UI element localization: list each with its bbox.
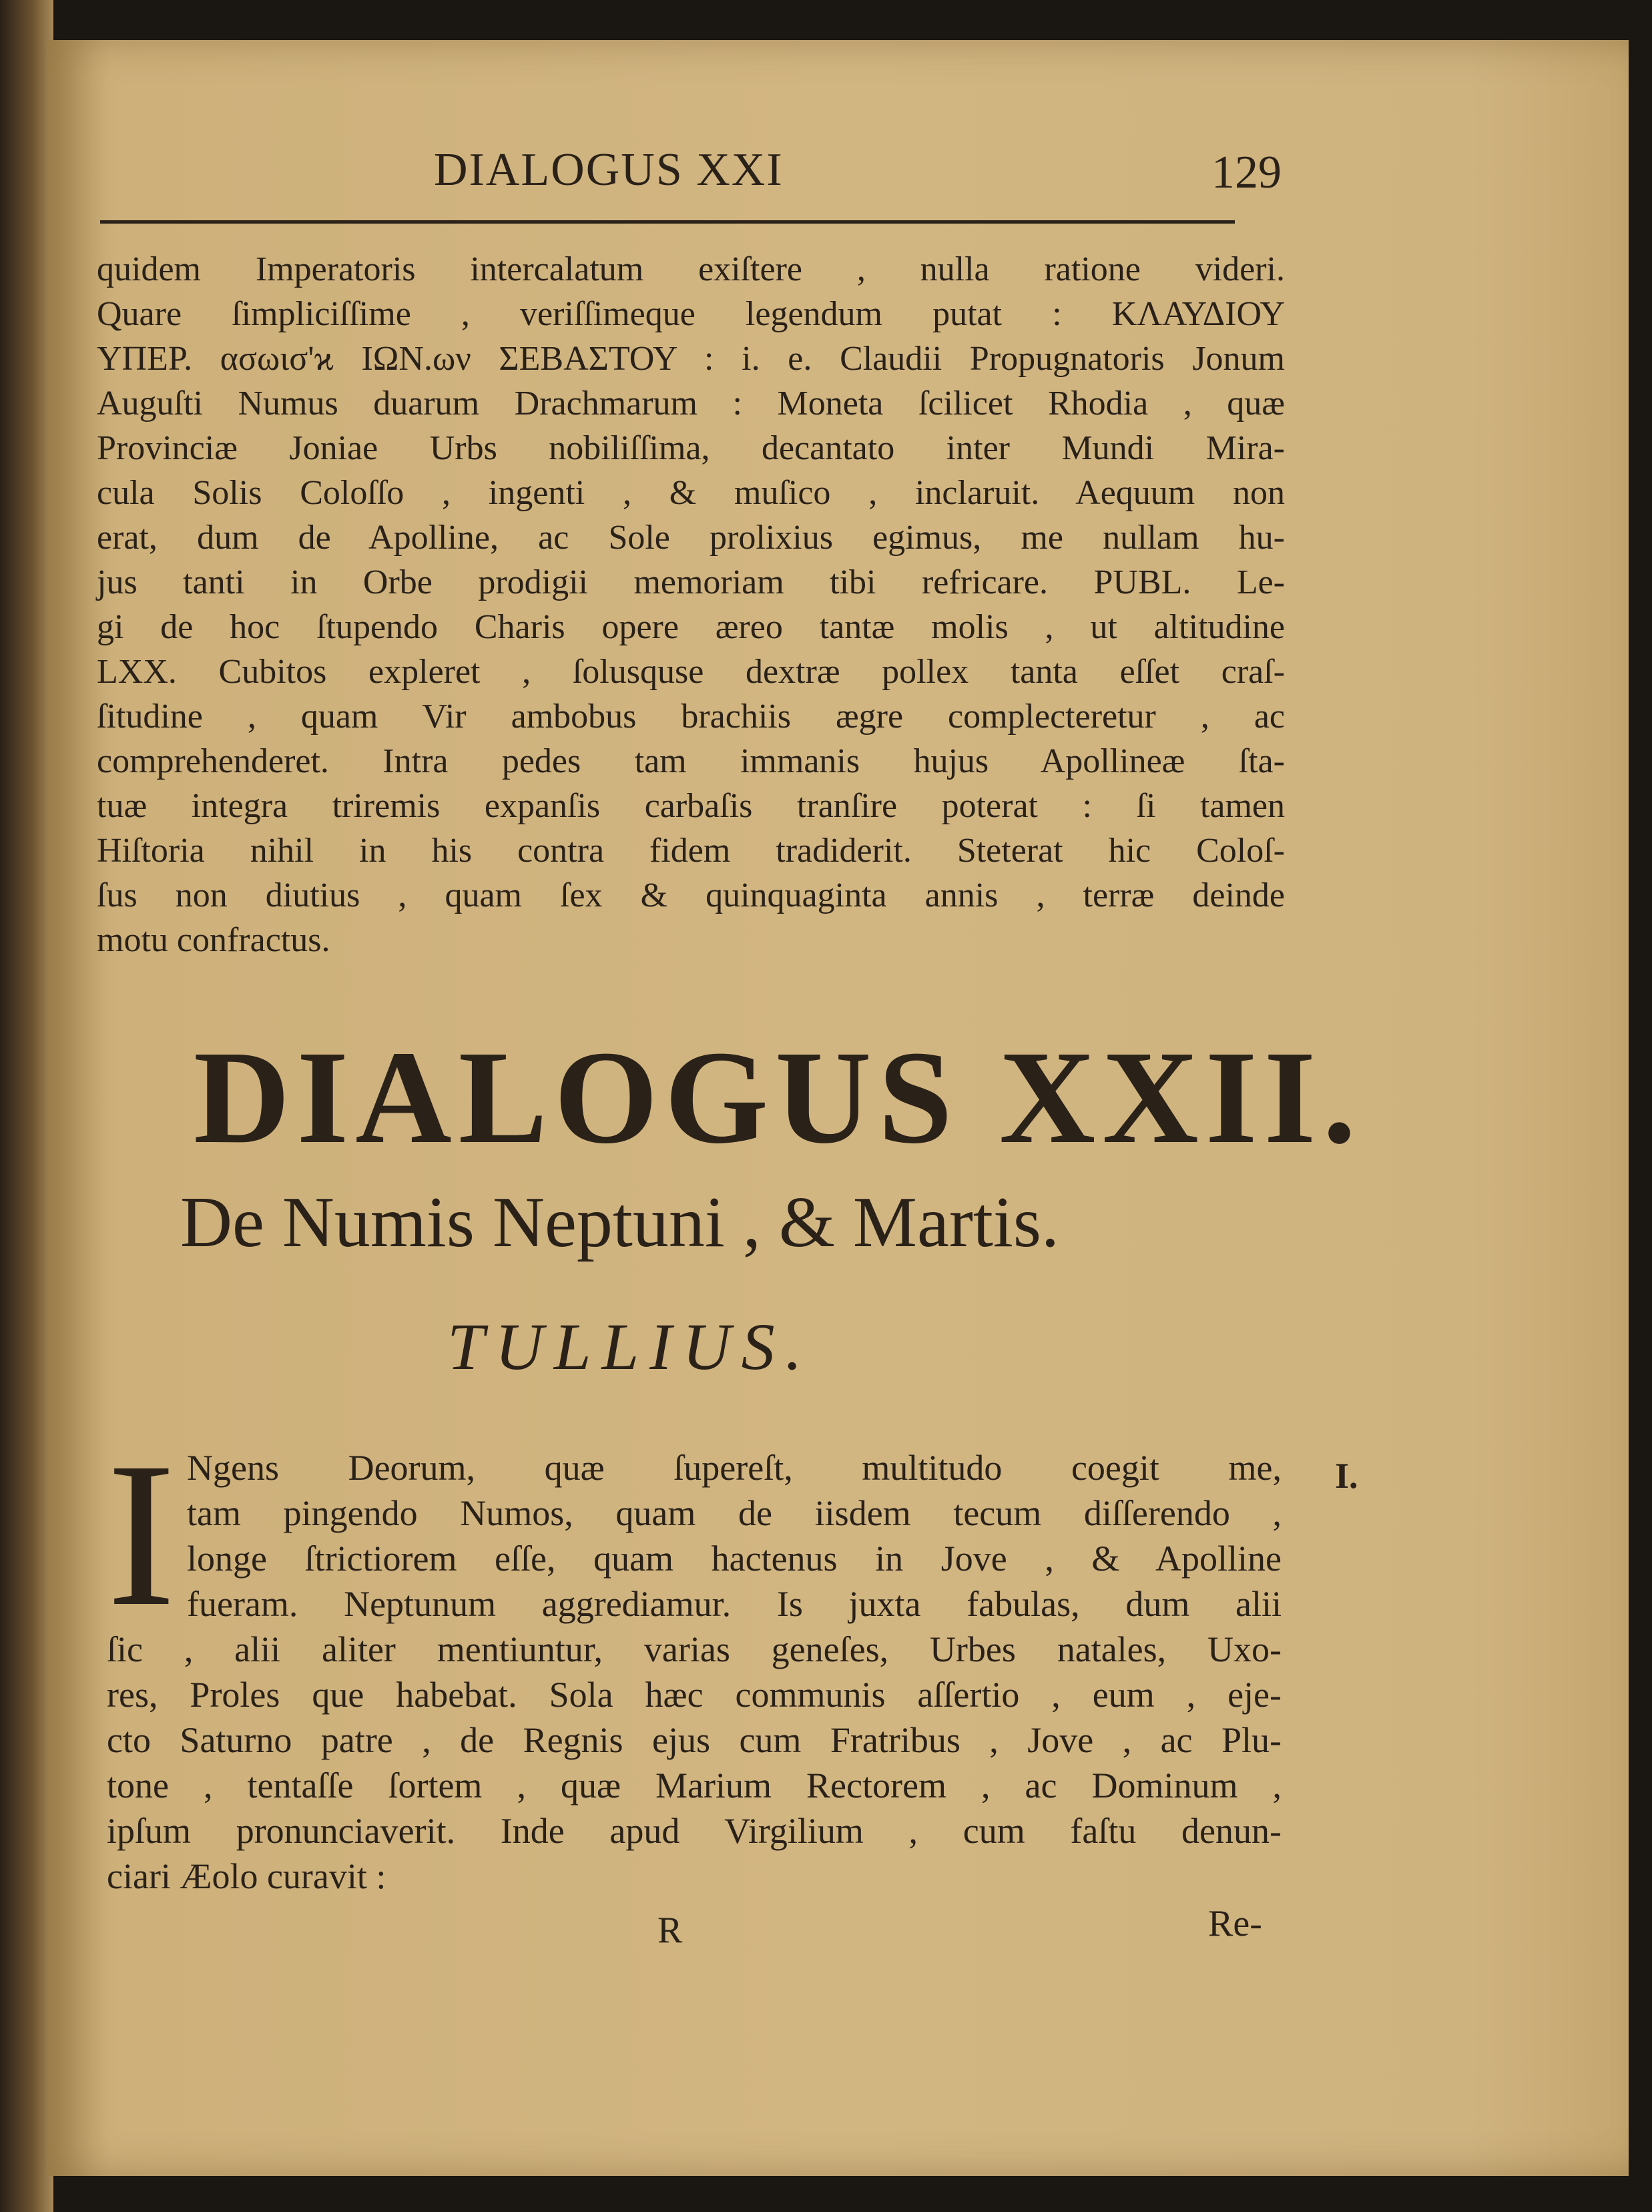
text-line: longe ſtrictiorem eſſe, quam hactenus in Jove , & Apolline [187, 1539, 1282, 1579]
text-line: res, Proles que habebat. Sola hæc communis aſſertio , eum , eje- [107, 1675, 1282, 1715]
speaker-name: TULLIUS. [447, 1310, 813, 1384]
running-title: DIALOGUS XXI [434, 144, 784, 196]
text-line: LXX. Cubitos expleret , ſolusquse dextræ pollex tanta eſſet craſ- [97, 653, 1285, 691]
margin-section-number: I. [1335, 1456, 1358, 1496]
text-line: erat, dum de Apolline, ac Sole prolixius egimus, me nullam hu- [97, 519, 1285, 557]
text-line: Provinciæ Joniae Urbs nobiliſſima, decantato inter Mundi Mira- [97, 429, 1285, 467]
page-number: 129 [1211, 147, 1282, 198]
signature-mark: R [657, 1910, 683, 1951]
text-line: jus tanti in Orbe prodigii memoriam tibi refricare. PUBL. Le- [97, 563, 1285, 601]
running-header [434, 144, 1282, 217]
text-line: tone , tentaſſe ſortem , quæ Marium Rectorem , ac Dominum , [107, 1765, 1282, 1806]
text-line: tuæ integra triremis expanſis carbaſis tranſire poterat : ſi tamen [97, 787, 1285, 825]
continued-text-block [97, 247, 1285, 962]
text-line: ΥΠΕΡ. ασωισ'ϰ ΙΩΝ.ων ΣΕΒΑΣΤΟΥ : i. e. Claudii Propugnatoris Jonum [97, 340, 1285, 378]
header-rule [100, 220, 1235, 224]
text-line: Ngens Deorum, quæ ſupereſt, multitudo coegit me, [187, 1448, 1282, 1488]
text-line: ſic , alii aliter mentiuntur, varias geneſes, Urbes natales, Uxo- [107, 1629, 1282, 1669]
dialogue-heading: DIALOGUS XXII. [194, 1024, 1363, 1171]
text-line: ſitudine , quam Vir ambobus brachiis ægre complecteretur , ac [97, 698, 1285, 736]
text-line: ipſum pronunciaverit. Inde apud Virgilium , cum faſtu denun- [107, 1811, 1282, 1851]
book-spine-edge [0, 0, 53, 2212]
drop-cap: I [107, 1420, 176, 1649]
text-line: Quare ſimpliciſſime , veriſſimeque legendum putat : ΚΛΑΥΔΙΟΥ [97, 295, 1285, 333]
text-line: cula Solis Coloſſo , ingenti , & muſico , inclaruit. Aequum non [97, 474, 1285, 512]
text-line: quidem Imperatoris intercalatum exiſtere , nulla ratione videri. [97, 250, 1285, 288]
text-line: comprehenderet. Intra pedes tam immanis hujus Apollineæ ſta- [97, 742, 1285, 780]
text-line: ſus non diutius , quam ſex & quinquaginta annis , terræ deinde [97, 876, 1285, 914]
text-line: Auguſti Numus duarum Drachmarum : Moneta ſcilicet Rhodia , quæ [97, 384, 1285, 423]
text-line: ciari Æolo curavit : [107, 1856, 386, 1896]
text-line: motu confractus. [97, 921, 330, 959]
text-line: gi de hoc ſtupendo Charis opere æreo tantæ molis , ut altitudine [97, 608, 1285, 646]
dialogue-subtitle: De Numis Neptuni , & Martis. [180, 1183, 1059, 1262]
text-line: fueram. Neptunum aggrediamur. Is juxta fabulas, dum alii [187, 1584, 1282, 1624]
catchword: Re- [1208, 1903, 1262, 1944]
text-line: tam pingendo Numos, quam de iisdem tecum diſſerendo , [187, 1493, 1282, 1533]
text-line: Hiſtoria nihil in his contra fidem tradiderit. Steterat hic Coloſ- [97, 832, 1285, 870]
text-line: cto Saturno patre , de Regnis ejus cum Fratribus , Jove , ac Plu- [107, 1720, 1282, 1760]
dialogue-paragraph [107, 1420, 1282, 1899]
